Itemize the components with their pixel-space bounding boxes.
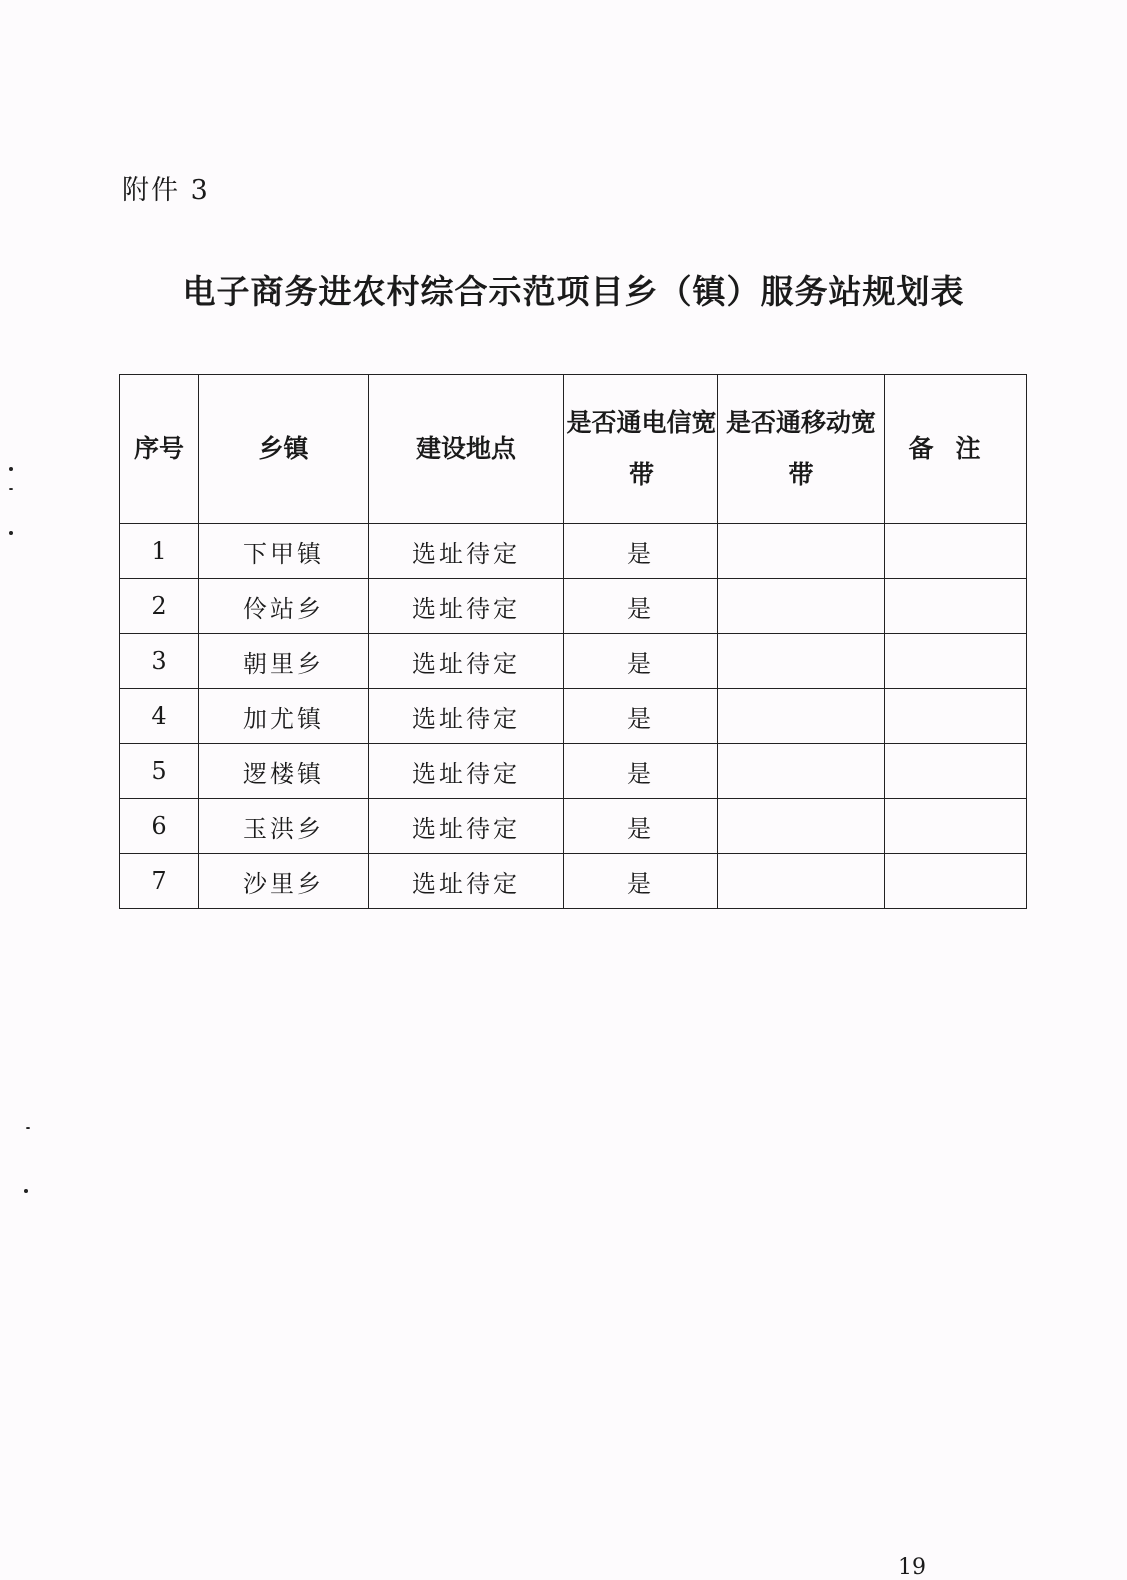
header-mobile-broadband-text: 是否通移动宽带	[725, 408, 876, 489]
table-header-row	[120, 375, 1027, 524]
cell-town: 逻楼镇	[199, 744, 369, 799]
cell-notes	[885, 744, 1027, 799]
cell-mobile	[718, 524, 885, 579]
cell-town: 下甲镇	[199, 524, 369, 579]
cell-town: 沙里乡	[199, 854, 369, 909]
cell-notes	[885, 524, 1027, 579]
attachment-label: 附件 3	[122, 175, 210, 206]
cell-mobile	[718, 799, 885, 854]
cell-telecom: 是	[564, 524, 718, 579]
scan-speck	[24, 1189, 28, 1193]
cell-location: 选址待定	[369, 524, 564, 579]
cell-seq: 1	[120, 524, 199, 579]
table-row	[120, 634, 1027, 689]
table-row	[120, 579, 1027, 634]
header-telecom-broadband-text: 是否通电信宽带	[566, 408, 717, 489]
cell-location: 选址待定	[369, 744, 564, 799]
cell-town: 玉洪乡	[199, 799, 369, 854]
table-row	[120, 799, 1027, 854]
cell-notes	[885, 854, 1027, 909]
header-town: 乡镇	[199, 375, 369, 524]
cell-mobile	[718, 854, 885, 909]
cell-town: 加尤镇	[199, 689, 369, 744]
cell-notes	[885, 579, 1027, 634]
cell-location: 选址待定	[369, 854, 564, 909]
scan-speck	[9, 488, 13, 490]
cell-telecom: 是	[564, 744, 718, 799]
cell-seq: 6	[120, 799, 199, 854]
header-telecom-broadband	[564, 375, 718, 524]
cell-seq: 7	[120, 854, 199, 909]
cell-telecom: 是	[564, 799, 718, 854]
cell-seq: 5	[120, 744, 199, 799]
table-row	[120, 744, 1027, 799]
cell-telecom: 是	[564, 634, 718, 689]
cell-notes	[885, 634, 1027, 689]
service-station-plan-table	[119, 374, 1027, 909]
cell-telecom: 是	[564, 854, 718, 909]
header-mobile-broadband	[718, 375, 885, 524]
cell-town: 朝里乡	[199, 634, 369, 689]
scan-speck	[26, 1127, 30, 1129]
document-title: 电子商务进农村综合示范项目乡（镇）服务站规划表	[182, 272, 965, 311]
cell-seq: 2	[120, 579, 199, 634]
header-seq: 序号	[120, 375, 199, 524]
page-number: 19	[898, 1555, 926, 1580]
header-notes	[885, 375, 1027, 524]
table-row	[120, 524, 1027, 579]
cell-location: 选址待定	[369, 799, 564, 854]
scan-speck	[9, 467, 13, 471]
cell-telecom: 是	[564, 579, 718, 634]
cell-location: 选址待定	[369, 689, 564, 744]
cell-mobile	[718, 634, 885, 689]
cell-town: 伶站乡	[199, 579, 369, 634]
cell-notes	[885, 799, 1027, 854]
header-location: 建设地点	[369, 375, 564, 524]
cell-mobile	[718, 689, 885, 744]
scan-speck	[9, 531, 13, 535]
cell-mobile	[718, 744, 885, 799]
cell-seq: 3	[120, 634, 199, 689]
cell-mobile	[718, 579, 885, 634]
cell-location: 选址待定	[369, 634, 564, 689]
table-row	[120, 689, 1027, 744]
cell-notes	[885, 689, 1027, 744]
cell-location: 选址待定	[369, 579, 564, 634]
cell-seq: 4	[120, 689, 199, 744]
table-row	[120, 854, 1027, 909]
cell-telecom: 是	[564, 689, 718, 744]
header-notes-text: 备注	[908, 434, 1003, 463]
